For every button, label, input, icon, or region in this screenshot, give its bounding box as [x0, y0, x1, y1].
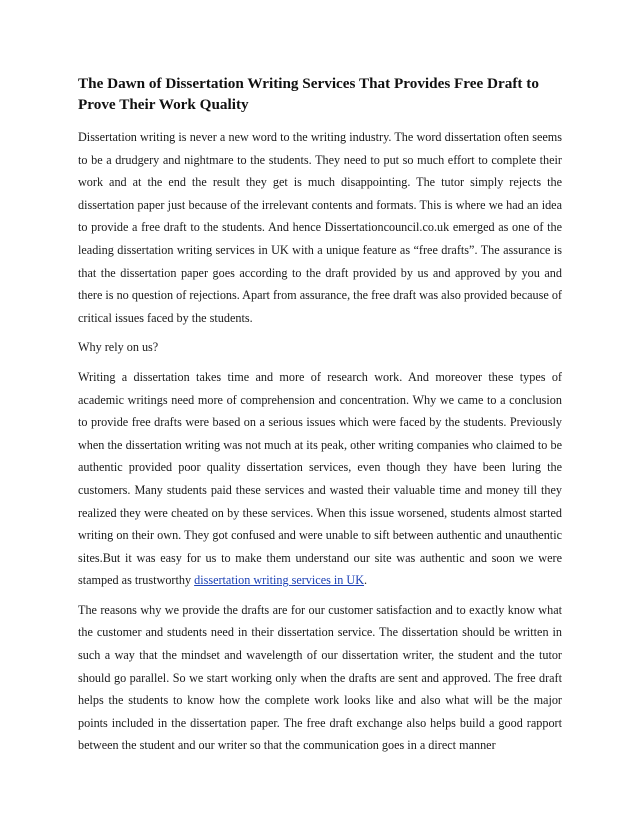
subheading-why-rely: Why rely on us? [78, 340, 159, 355]
document-title: The Dawn of Dissertation Writing Services That Provides Free Draft to Prove Their Work Quality [78, 75, 539, 113]
paragraph-why-rely-end: . [364, 573, 368, 588]
paragraph-why-rely [78, 366, 562, 592]
paragraph-reasons: The reasons why we provide the drafts are for our customer satisfaction and to exactly know what the customer and students need in their dissertation service. The dissertation should be written in such a way that the mindset and wavelength of our dissertation writer, the student and the tutor should go parallel. So we start working only when the drafts are sent and approved. The free draft helps the students to know how the complete work looks like and also what will be the major points included in the dissertation paper. The free draft exchange also helps build a good rapport between the student and our writer so that the communication goes in a direct manner [78, 602, 562, 753]
paragraph-why-rely-text: Writing a dissertation takes time and more of research work. And moreover these types of academic writings need more of comprehension and concentration. Why we came to a conclusion to provide free drafts were based on a serious issues which were faced by the students. Previously when the dissertation writing was not much at its peak, other writing companies who claimed to be authentic provided poor quality dissertation services, even though they have been luring the customers. Many students paid these services and wasted their valuable time and money till they realized they were cheated on by these services. When this issue worsened, students almost started writing on their own. They got confused and were unable to sift between authentic and unauthentic sites.But it was easy for us to make them understand our site was authentic and soon we were stamped as trustworthy [78, 369, 562, 588]
document-body [78, 73, 562, 764]
paragraph-intro: Dissertation writing is never a new word to the writing industry. The word dissertation often seems to be a drudgery and nightmare to the students. They need to put so much effort to complete their work and at the end the result they get is much disappointing. The tutor simply rejects the dissertation paper just because of the irrelevant contents and formats. This is where we had an idea to provide a free draft to the students. And hence Dissertationcouncil.co.uk emerged as one of the leading dissertation writing services in UK with a unique feature as “free drafts”. The assurance is that the dissertation paper goes according to the draft provided by us and approved by you and there is no question of rejections. Apart from assurance, the free draft was also provided because of critical issues faced by the students. [78, 130, 562, 325]
dissertation-services-link[interactable]: dissertation writing services in UK [194, 573, 365, 588]
